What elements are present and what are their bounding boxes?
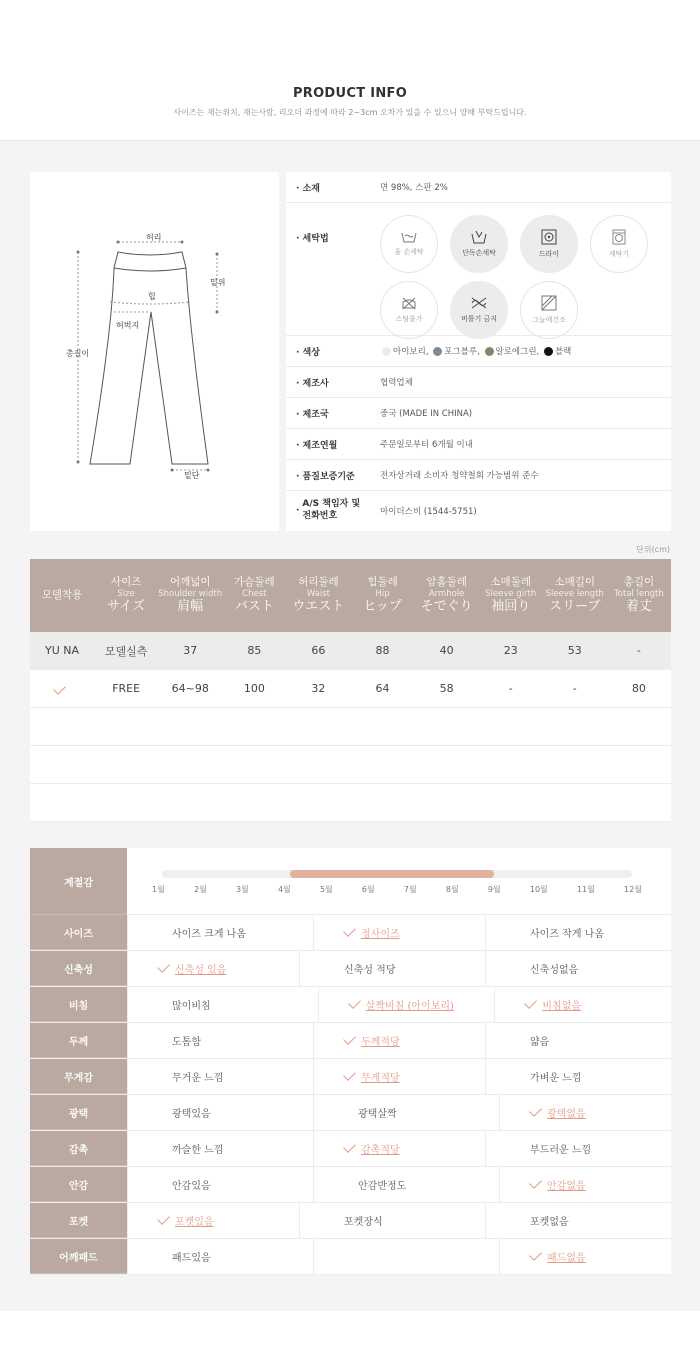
label-rise: 밑위 — [210, 278, 226, 287]
size-table-header — [30, 559, 671, 632]
header-cell: 암홀둘레 Armhole そでぐり — [420, 575, 473, 615]
season-scale — [127, 848, 671, 914]
attribute-option: 안감반정도 — [313, 1167, 499, 1202]
attribute-option: 까슬한 느낌 — [127, 1131, 313, 1166]
attribute-table — [30, 848, 671, 1275]
table-cell: 66 — [311, 644, 326, 657]
check-icon — [529, 1248, 542, 1261]
month-labels — [152, 884, 642, 895]
attribute-label: 신축성 — [30, 951, 127, 986]
page-subtitle: 사이즈는 재는위치, 재는사람, 리오더 과정에 따라 2~3cm 오차가 있을 수 있으니 양해 부탁드립니다. — [173, 108, 527, 117]
attribute-option: 많이비침 — [127, 987, 318, 1022]
washing-machine-icon — [612, 229, 626, 245]
header-cell: 소매길이 Sleeve length スリーブ — [545, 575, 604, 615]
attribute-option: 무게적당 — [313, 1059, 485, 1094]
table-cell: 88 — [375, 644, 390, 657]
table-cell: 32 — [311, 682, 326, 695]
month-label: 1월 — [152, 885, 165, 894]
info-value: 협력업체 — [380, 378, 413, 388]
no-steam-icon — [401, 296, 417, 310]
header-cell: 허리둘레 Waist ウエスト — [292, 575, 345, 615]
color-swatch — [433, 347, 442, 356]
wash-item: 세탁기 — [590, 215, 648, 273]
attribute-option — [313, 1239, 499, 1274]
check-icon — [157, 960, 170, 973]
check-icon — [53, 682, 66, 695]
table-cell: 80 — [631, 682, 646, 695]
table-row-empty — [30, 746, 671, 784]
header-cell: 사이즈 Size サイズ — [107, 575, 146, 615]
size-table — [30, 559, 671, 822]
check-icon — [529, 1104, 542, 1117]
month-label: 2월 — [193, 885, 207, 894]
table-cell: 23 — [503, 644, 518, 657]
wash-item: 드라이 — [520, 215, 578, 273]
header-cell: 가슴둘레 Chest バスト — [234, 575, 275, 615]
attribute-row — [30, 1239, 671, 1275]
check-icon — [524, 996, 537, 1009]
attribute-option: 광택있음 — [127, 1095, 313, 1130]
attribute-option: 포켓장식 — [299, 1203, 485, 1238]
info-key: · 소재 — [296, 183, 320, 194]
label-length: 총길이 — [66, 349, 90, 358]
attribute-option: 비침없음 — [494, 987, 671, 1022]
check-icon — [529, 1176, 542, 1189]
attribute-option: 사이즈 크게 나옴 — [127, 915, 313, 950]
table-row-empty — [30, 708, 671, 746]
info-key: · 세탁법 — [296, 234, 329, 244]
info-row-material — [286, 172, 671, 203]
pants-diagram — [30, 172, 279, 531]
header — [0, 0, 700, 141]
header-cell: 어깨넓이 Shoulder width 肩幅 — [158, 575, 223, 615]
info-row-as — [286, 491, 671, 531]
attribute-label: 두께 — [30, 1023, 127, 1058]
attribute-row — [30, 951, 671, 987]
attribute-row — [30, 1023, 671, 1059]
attribute-row — [30, 1131, 671, 1167]
month-label: 3월 — [235, 885, 249, 894]
attribute-label: 사이즈 — [30, 915, 127, 950]
table-cell: 64~98 — [171, 682, 209, 695]
attribute-option: 살짝비침 (아이보리) — [318, 987, 495, 1022]
attribute-option: 포켓없음 — [485, 1203, 671, 1238]
attribute-option: 두께적당 — [313, 1023, 485, 1058]
attribute-row — [30, 1203, 671, 1239]
color-swatch — [382, 347, 391, 356]
info-key: · A/S 책임자 및 전화번호 — [296, 499, 361, 521]
table-cell — [30, 682, 94, 695]
info-value: 주문일로부터 6개월 이내 — [380, 440, 473, 450]
header-cell: 힙둘레 Hip ヒップ — [363, 575, 402, 615]
table-cell: 모델실측 — [104, 644, 148, 658]
info-value: 전자상거래 소비자 청약철회 가능범위 준수 — [380, 471, 539, 481]
attribute-label: 안감 — [30, 1167, 127, 1202]
month-label: 11월 — [576, 885, 595, 894]
table-cell: FREE — [112, 682, 141, 695]
attribute-option: 무거운 느낌 — [127, 1059, 313, 1094]
label-hip: 힙 — [148, 292, 156, 301]
attribute-label: 어깨패드 — [30, 1239, 127, 1274]
attribute-option: 안감없음 — [499, 1167, 671, 1202]
table-cell: 64 — [375, 682, 390, 695]
attribute-option: 부드러운 느낌 — [485, 1131, 671, 1166]
color-swatch — [544, 347, 553, 356]
attribute-option: 정사이즈 — [313, 915, 485, 950]
wool-handwash-icon — [401, 231, 417, 243]
attribute-option: 안감있음 — [127, 1167, 313, 1202]
info-row-warranty — [286, 460, 671, 491]
handwash-icon — [471, 230, 487, 244]
header-cell: 총길이 Total length 着丈 — [614, 575, 664, 615]
pants-silhouette — [30, 172, 279, 531]
attribute-option: 패드없음 — [499, 1239, 671, 1274]
info-row-maker — [286, 367, 671, 398]
attribute-row — [30, 1167, 671, 1203]
info-row-washing — [286, 203, 671, 336]
table-cell: 37 — [183, 644, 198, 657]
table-cell: 58 — [439, 682, 454, 695]
attribute-row — [30, 987, 671, 1023]
info-key: · 품질보증기준 — [296, 471, 355, 482]
unit-label: 단위(cm) — [636, 545, 670, 554]
color-swatch — [485, 347, 494, 356]
check-icon — [157, 1212, 170, 1225]
attribute-option: 신축성없음 — [485, 951, 671, 986]
attribute-label: 비침 — [30, 987, 127, 1022]
month-label: 9월 — [487, 885, 501, 894]
info-value: 중국 (MADE IN CHINA) — [380, 409, 473, 419]
attribute-option: 신축성 있음 — [127, 951, 299, 986]
check-icon — [348, 996, 361, 1009]
wash-item: 울 손세탁 — [380, 215, 438, 273]
attribute-label: 무게감 — [30, 1059, 127, 1094]
info-key: · 제조연월 — [296, 440, 338, 451]
table-cell: - — [572, 682, 577, 695]
check-icon — [343, 1032, 356, 1045]
attribute-label: 계절감 — [30, 848, 127, 915]
header-cell: 모델착용 — [41, 588, 83, 601]
info-key: · 제조국 — [296, 409, 329, 420]
month-label: 4월 — [277, 885, 291, 894]
wash-item: 스팀불가 — [380, 281, 438, 339]
month-label: 8월 — [445, 885, 459, 894]
info-key: · 제조사 — [296, 378, 329, 389]
attribute-row — [30, 1059, 671, 1095]
label-waist: 허리 — [146, 233, 162, 242]
info-value: 마이더스비 (1544-5751) — [380, 507, 477, 517]
table-cell: - — [636, 644, 641, 657]
wash-item: 그늘에건조 — [520, 281, 578, 339]
month-label: 6월 — [361, 885, 375, 894]
attribute-option: 광택없음 — [499, 1095, 671, 1130]
season-highlight — [290, 870, 494, 878]
attribute-row — [30, 915, 671, 951]
attribute-label: 감촉 — [30, 1131, 127, 1166]
table-cell: 85 — [247, 644, 262, 657]
attribute-option: 광택살짝 — [313, 1095, 499, 1130]
table-cell: 53 — [567, 644, 582, 657]
attribute-option: 가벼운 느낌 — [485, 1059, 671, 1094]
wash-item: 비틀기 금지 — [450, 281, 508, 339]
dry-clean-icon — [541, 229, 557, 245]
wash-item: 단독손세탁 — [450, 215, 508, 273]
attribute-option: 패드있음 — [127, 1239, 313, 1274]
page-title: PRODUCT INFO — [292, 86, 408, 101]
attribute-option: 사이즈 작게 나옴 — [485, 915, 671, 950]
season-row — [30, 848, 671, 915]
check-icon — [343, 1140, 356, 1153]
header-cell: 소매둘레 Sleeve girth 袖回り — [485, 575, 537, 615]
table-cell: - — [508, 682, 513, 695]
no-wring-icon — [470, 296, 488, 310]
attribute-option: 감촉적당 — [313, 1131, 485, 1166]
label-hem: 밑단 — [184, 471, 200, 480]
month-label: 7월 — [403, 885, 417, 894]
table-cell: 40 — [439, 644, 454, 657]
attribute-option: 신축성 적당 — [299, 951, 485, 986]
table-row-free — [30, 670, 671, 708]
month-label: 10월 — [529, 885, 548, 894]
label-thigh: 허벅지 — [116, 321, 140, 330]
check-icon — [343, 1068, 356, 1081]
info-row-date — [286, 429, 671, 460]
info-value: 면 98%, 스판 2% — [380, 183, 448, 193]
check-icon — [343, 924, 356, 937]
color-list: 아이보리, 포그블루, 알로에그린, 블랙 — [380, 345, 571, 357]
info-key: · 색상 — [296, 347, 320, 358]
table-cell: 100 — [243, 682, 265, 695]
washing-icons — [380, 207, 670, 347]
month-label: 12월 — [624, 885, 642, 894]
attribute-label: 포켓 — [30, 1203, 127, 1238]
table-row-model — [30, 632, 671, 670]
table-cell: YU NA — [45, 644, 80, 657]
product-info-table — [286, 172, 671, 531]
shade-dry-icon — [541, 295, 557, 311]
attribute-option: 포켓있음 — [127, 1203, 299, 1238]
table-row-empty — [30, 784, 671, 822]
info-row-country — [286, 398, 671, 429]
attribute-option: 도톰함 — [127, 1023, 313, 1058]
attribute-option: 얇음 — [485, 1023, 671, 1058]
attribute-label: 광택 — [30, 1095, 127, 1130]
season-track — [162, 870, 632, 878]
month-label: 5월 — [319, 885, 333, 894]
attribute-row — [30, 1095, 671, 1131]
